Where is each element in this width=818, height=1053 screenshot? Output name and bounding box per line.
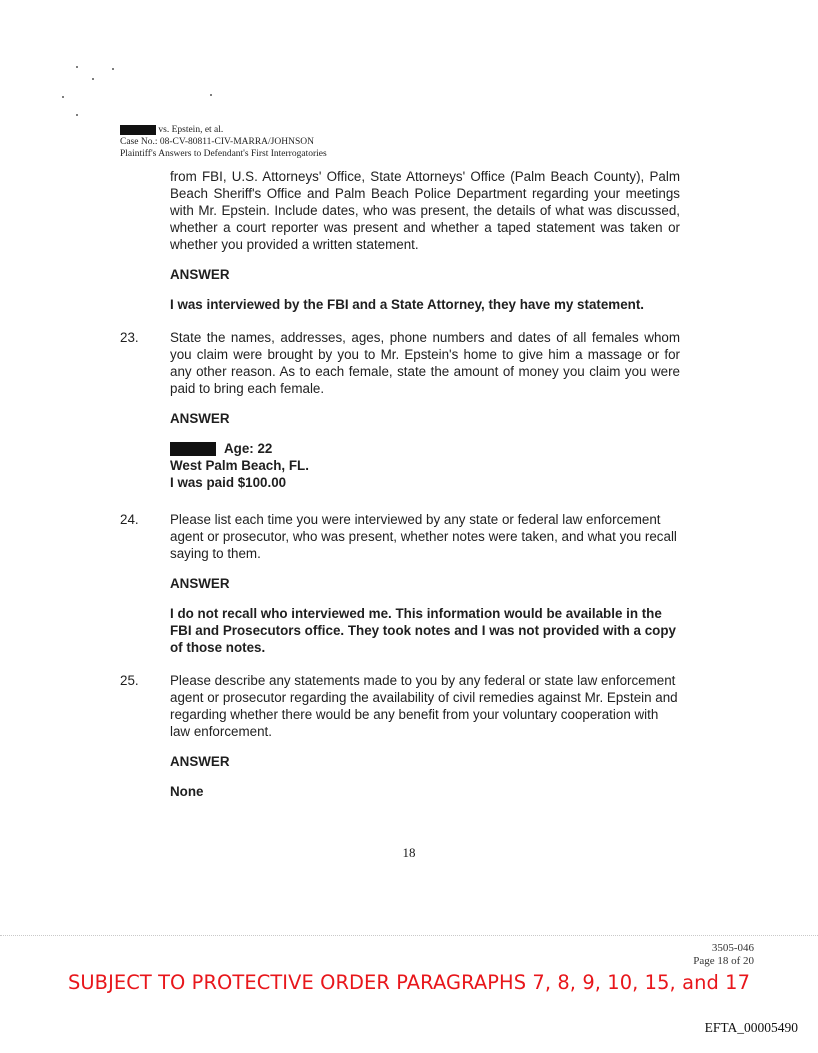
case-header [120, 124, 327, 160]
question-text: Please describe any statements made to you by any federal or state law enforcement agent or prosecutor regarding the availability of civil remedies against Mr. Epstein and regarding whether there would be any benefit from your voluntary cooperation with law enforcement. [170, 673, 678, 739]
item-number: 25. [120, 673, 139, 688]
answer-label: ANSWER [170, 576, 230, 591]
scan-speck [76, 114, 78, 116]
production-stamp [693, 942, 754, 968]
footer-divider [0, 935, 818, 936]
answer-line: West Palm Beach, FL. [170, 458, 309, 473]
answer-text: None [170, 784, 204, 799]
answer-line [170, 440, 680, 457]
interrogatory-25 [120, 672, 680, 740]
document-body [120, 168, 680, 800]
bates-number: EFTA_00005490 [704, 1020, 798, 1035]
answer-age: Age: 22 [224, 441, 273, 456]
answer-line: I was paid $100.00 [170, 475, 287, 490]
answer-label: ANSWER [170, 411, 230, 426]
case-caption: vs. Epstein, et al. [158, 125, 224, 135]
stamp-page: Page 18 of 20 [693, 955, 754, 967]
redaction-block [120, 125, 156, 135]
interrogatory-24 [120, 511, 680, 562]
answer-text: I do not recall who interviewed me. This information would be available in the FBI and Prosecutors office. They took notes and I was not provided with a copy of those notes. [170, 606, 676, 655]
answer-text: I was interviewed by the FBI and a State Attorney, they have my statement. [170, 297, 645, 312]
question-text: State the names, addresses, ages, phone numbers and dates of all females whom you claim were brought by you to Mr. Epstein's home to give him a massage or for any other reason. As to each female, state the amount of money you claim you were paid to bring each female. [170, 330, 680, 396]
interrogatory-23 [120, 329, 680, 397]
answer-label: ANSWER [170, 754, 230, 769]
case-caption-line [120, 124, 327, 136]
scan-speck [62, 96, 64, 98]
answer-label: ANSWER [170, 267, 230, 282]
case-number: Case No.: 08-CV-80811-CIV-MARRA/JOHNSON [120, 137, 314, 147]
scan-speck [76, 66, 78, 68]
page-number: 18 [402, 845, 416, 860]
scan-speck [112, 68, 114, 70]
item-number: 24. [120, 512, 139, 527]
scan-speck [92, 78, 94, 80]
stamp-code: 3505-046 [711, 942, 754, 954]
item-number: 23. [120, 330, 139, 345]
question-text: Please list each time you were interviewed by any state or federal law enforcement agent or prosecutor, who was present, whether notes were taken, and what you recall saying to them. [170, 512, 677, 561]
redaction-block [170, 442, 216, 456]
question-continuation: from FBI, U.S. Attorneys' Office, State Attorneys' Office (Palm Beach County), Palm Beach Sheriff's Office and Palm Beach Police Department regarding your meetings with Mr. Epstein. Include dates, who was present, the details of what was discussed, whether a court reporter was present and whether a taped statement was taken or whether you provided a written statement. [170, 169, 680, 252]
protective-order-notice: SUBJECT TO PROTECTIVE ORDER PARAGRAPHS 7, 8, 9, 10, 15, and 17 [67, 971, 751, 994]
scan-speck [210, 94, 212, 96]
answer-block [170, 440, 680, 491]
document-title: Plaintiff's Answers to Defendant's First Interrogatories [120, 149, 327, 159]
